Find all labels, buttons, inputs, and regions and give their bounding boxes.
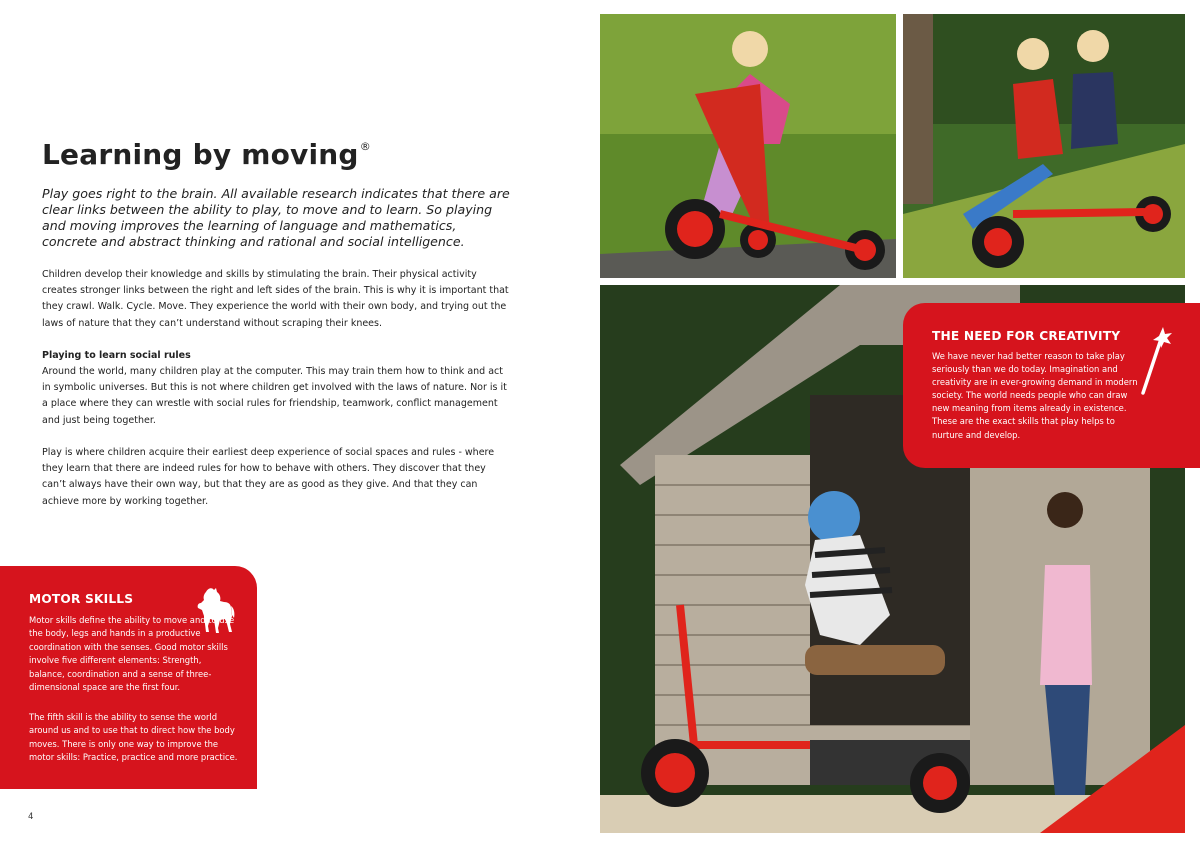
page-title <box>42 138 371 171</box>
photo-boys-on-tricycle <box>903 14 1185 278</box>
motor-skills-paragraph-1: Motor skills define the ability to move and to use the body, legs and hands in a productive coordination with the senses. Good motor skills involve five different elements: Strength, balance, coordination and a sense of three-dimensional space are the first four. <box>29 615 235 693</box>
creativity-title: THE NEED FOR CREATIVITY <box>932 329 1121 343</box>
motor-skills-box <box>0 566 257 789</box>
title-text: Learning by moving <box>42 138 359 171</box>
photo-girl-on-tricycle <box>600 14 896 278</box>
page-number: 4 <box>28 812 34 822</box>
motor-skills-paragraph-2: The fifth skill is the ability to sense the world around us and to use that to direct how the body moves. There is only one way to improve the motor skills: Practice, practice and more practice. <box>29 712 238 763</box>
body-paragraph-2: Around the world, many children play at the computer. This may train them how to think and act in symbolic universes. But this is not where children get involved with the laws of nature. Nor is it a place where they can wrestle with social rules for friendship, teamwork, conflict management and just being together. <box>42 366 507 426</box>
registered-mark: ® <box>359 140 371 153</box>
creativity-paragraph: We have never had better reason to take play seriously than we do today. Imagination and creativity are in ever-growing demand in modern society. The world needs people who can draw new meaning from items already in existence. These are the exact skills that play helps to nurture and develop. <box>932 351 1138 440</box>
creativity-box <box>903 303 1200 468</box>
subheading-social-rules: Playing to learn social rules <box>42 350 191 361</box>
motor-skills-title: MOTOR SKILLS <box>29 592 134 606</box>
intro-paragraph: Play goes right to the brain. All available research indicates that there are clear links between the ability to play, to move and to learn. So playing and moving improves the learning of language and mathematics, concrete and abstract thinking and rational and social intelligence. <box>42 186 510 249</box>
magic-wand-icon <box>1139 325 1173 397</box>
body-paragraph-3: Play is where children acquire their earliest deep experience of social spaces and rules - where they learn that there are indeed rules for how to behave with others. They discover that they can’t always have their own way, but that they are as good as they give. And that they can achieve more by working together. <box>42 447 495 507</box>
body-paragraph-1: Children develop their knowledge and skills by stimulating the brain. Their physical activity creates stronger links between the right and left sides of the brain. This is why it is important that they crawl. Walk. Cycle. Move. They experience the world with their own body, and trying out the laws of nature that they can’t understand without scraping their knees. <box>42 269 509 329</box>
